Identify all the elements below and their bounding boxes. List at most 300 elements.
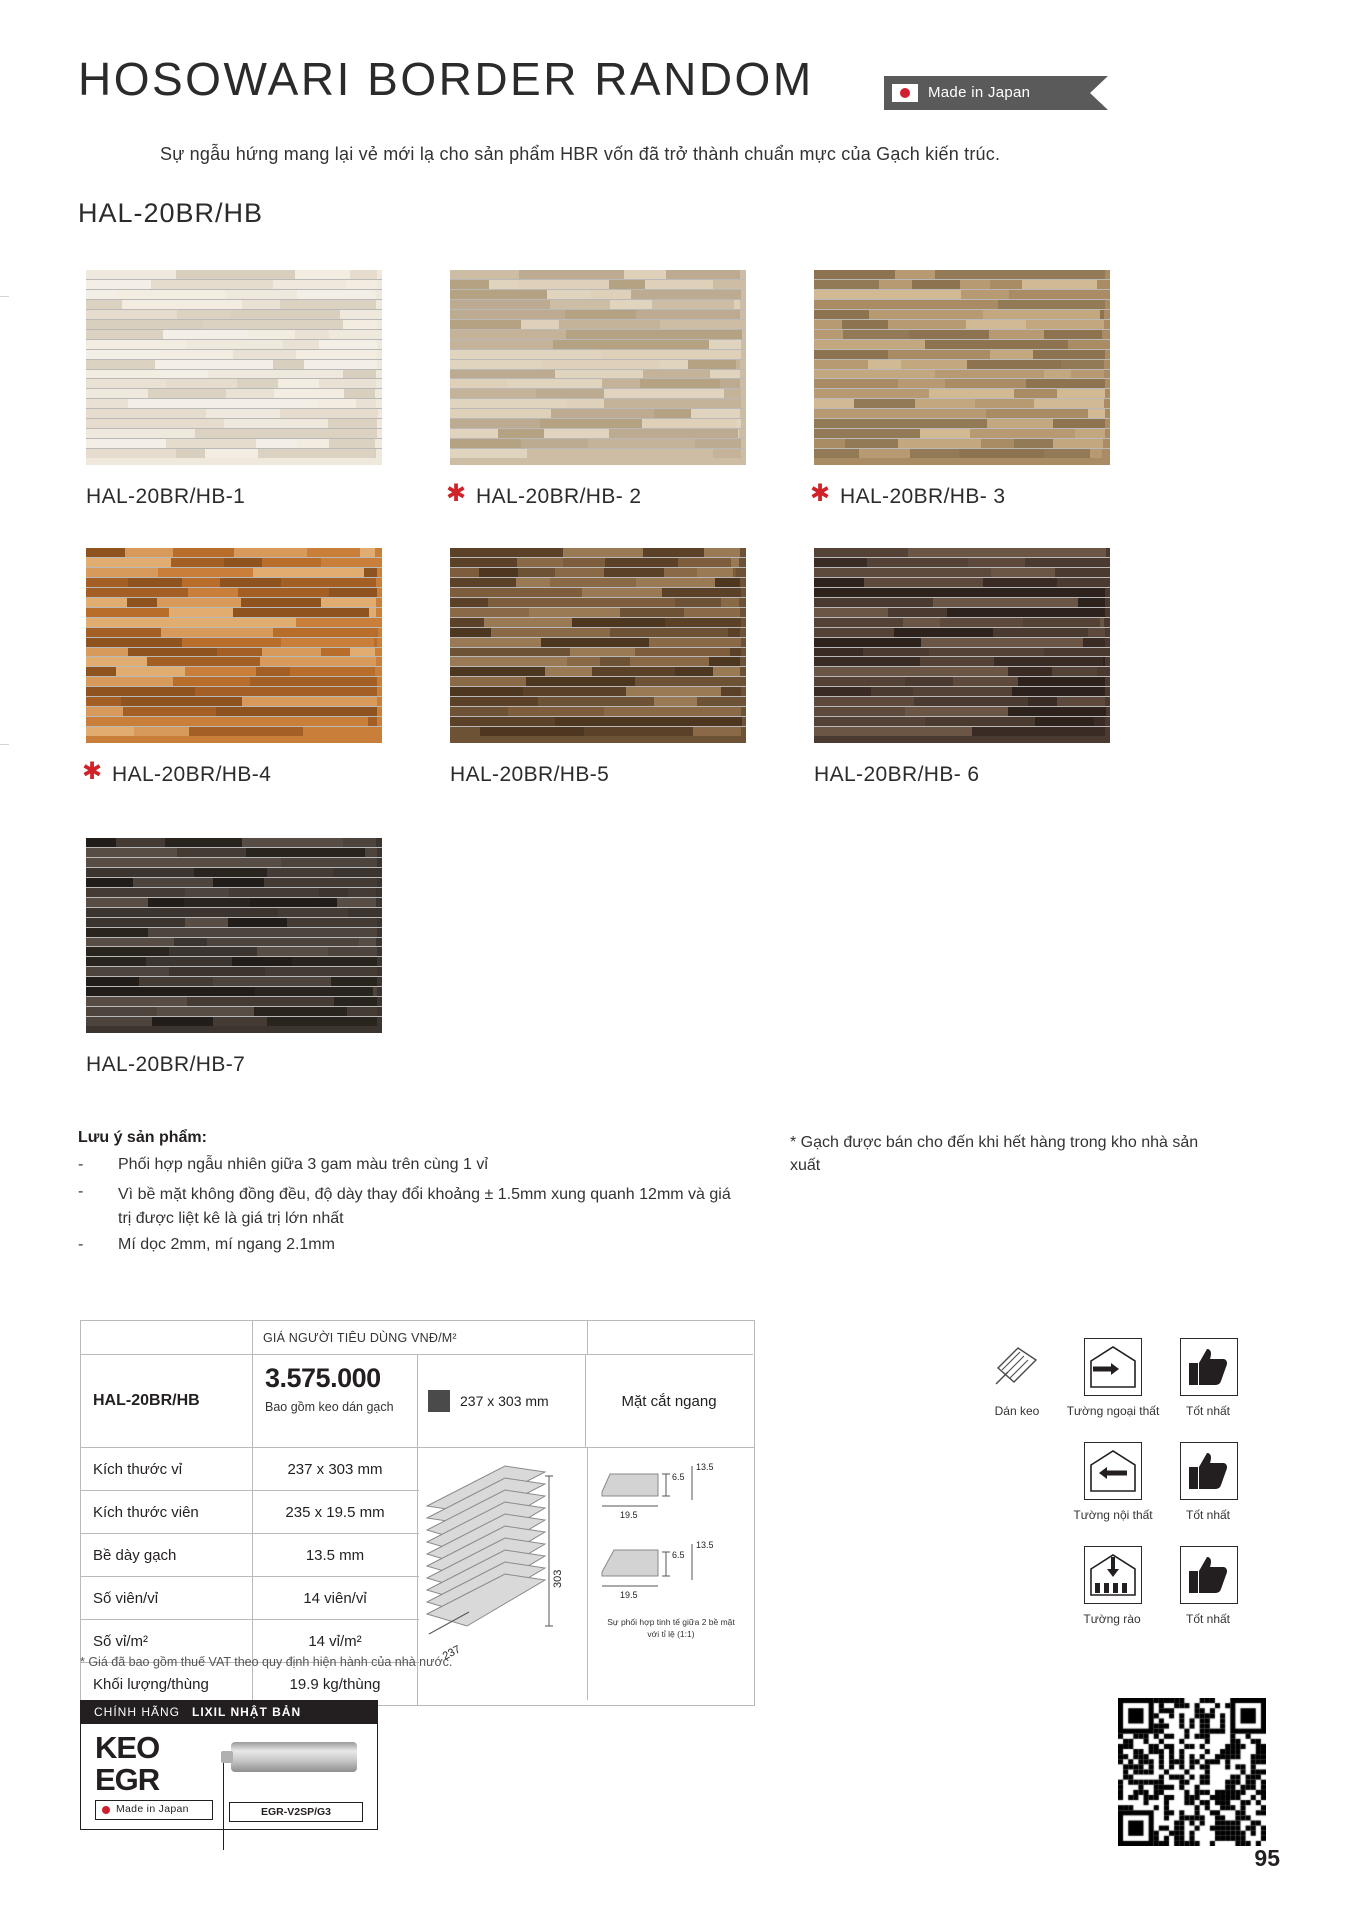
interior-wall-icon xyxy=(1084,1442,1142,1500)
tile-segment xyxy=(814,399,854,408)
tile-strip xyxy=(450,697,746,707)
tile-segment xyxy=(208,657,260,666)
tile-segment xyxy=(86,588,188,597)
tile-strip xyxy=(450,687,746,697)
tile-strip xyxy=(814,280,1110,290)
swatch-image xyxy=(86,548,382,743)
spec-header-empty2 xyxy=(588,1321,753,1355)
tile-segment xyxy=(273,280,346,289)
tile-segment xyxy=(1033,350,1105,359)
tile-strip xyxy=(450,618,746,628)
tile-segment xyxy=(1083,638,1105,647)
tile-segment xyxy=(205,717,302,726)
tile-strip xyxy=(86,558,382,568)
note-bullet: - xyxy=(78,1236,84,1253)
tile-segment xyxy=(157,1007,254,1016)
tile-segment xyxy=(127,858,169,867)
tile-segment xyxy=(493,638,541,647)
tile-segment xyxy=(921,638,994,647)
tile-strip xyxy=(86,439,382,449)
tile-segment xyxy=(905,707,1008,716)
tile-segment xyxy=(318,967,377,976)
tile-segment xyxy=(86,1007,157,1016)
tile-segment xyxy=(716,350,741,359)
tile-segment xyxy=(604,389,725,398)
tile-segment xyxy=(333,868,377,877)
tile-segment xyxy=(450,608,529,617)
tile-segment xyxy=(228,918,287,927)
tile-segment xyxy=(373,987,377,996)
tile-segment xyxy=(450,379,507,388)
tile-segment xyxy=(256,439,297,448)
tile-segment xyxy=(350,270,378,279)
tile-segment xyxy=(213,1017,267,1026)
tile-strip xyxy=(814,270,1110,280)
tile-segment xyxy=(814,290,927,299)
tile-segment xyxy=(879,280,912,289)
tile-segment xyxy=(450,697,538,706)
tile-segment xyxy=(998,300,1031,309)
tile-strip xyxy=(86,568,382,578)
tile-segment xyxy=(450,588,551,597)
tile-segment xyxy=(329,439,375,448)
tile-segment xyxy=(600,657,631,666)
tile-strip xyxy=(450,270,746,280)
tile-segment xyxy=(572,618,665,627)
tile-segment xyxy=(450,648,570,657)
tile-segment xyxy=(182,578,220,587)
tile-segment xyxy=(234,548,307,557)
tile-segment xyxy=(194,439,255,448)
tile-segment xyxy=(230,310,339,319)
tile-segment xyxy=(523,687,627,696)
tile-segment xyxy=(498,310,565,319)
tile-segment xyxy=(450,727,480,736)
tile-segment xyxy=(303,727,377,736)
tile-segment xyxy=(814,618,903,627)
tile-strip xyxy=(450,558,746,568)
tile-segment xyxy=(134,727,188,736)
tile-segment xyxy=(1055,568,1105,577)
tile-segment xyxy=(814,409,892,418)
tile-segment xyxy=(319,379,376,388)
tile-segment xyxy=(304,360,377,369)
tile-segment xyxy=(174,938,208,947)
adhesive-code: EGR-V2SP/G3 xyxy=(229,1802,363,1822)
tile-strip xyxy=(814,379,1110,389)
tile-strip xyxy=(450,578,746,588)
tile-segment xyxy=(697,697,741,706)
tile-segment xyxy=(910,449,959,458)
adhesive-made-in-japan xyxy=(95,1800,213,1820)
tile-segment xyxy=(86,419,130,428)
tile-segment xyxy=(614,370,643,379)
tile-segment xyxy=(203,320,260,329)
tile-strip xyxy=(86,340,382,350)
tile-strip xyxy=(450,727,746,736)
tile-strip xyxy=(86,987,382,997)
tile-strip xyxy=(814,360,1110,370)
tile-segment xyxy=(163,330,249,339)
tile-segment xyxy=(814,280,879,289)
svg-text:13.5: 13.5 xyxy=(696,1462,714,1472)
tile-segment xyxy=(635,677,742,686)
tile-strip xyxy=(450,657,746,667)
tile-segment xyxy=(157,598,240,607)
tile-segment xyxy=(903,618,940,627)
tile-segment xyxy=(238,588,329,597)
tile-strip xyxy=(814,439,1110,449)
swatch-3 xyxy=(810,270,1110,508)
tile-segment xyxy=(343,320,377,329)
tile-segment xyxy=(555,370,614,379)
crop-tick xyxy=(0,744,9,745)
tile-segment xyxy=(484,618,571,627)
tile-strip xyxy=(450,419,746,429)
tile-segment xyxy=(636,310,719,319)
tile-segment xyxy=(346,280,377,289)
tile-segment xyxy=(550,578,636,587)
tile-segment xyxy=(450,419,540,428)
tile-segment xyxy=(660,360,688,369)
tile-strip xyxy=(86,628,382,638)
tile-segment xyxy=(555,717,672,726)
spec-row-label: Bề dày gạch xyxy=(81,1534,253,1576)
tile-strip xyxy=(814,320,1110,330)
tile-segment xyxy=(267,1017,377,1026)
tile-segment xyxy=(321,598,376,607)
tile-segment xyxy=(1022,280,1097,289)
tile-segment xyxy=(654,409,691,418)
tile-segment xyxy=(695,439,741,448)
spec-row-value: 237 x 303 mm xyxy=(253,1448,418,1490)
tile-segment xyxy=(814,449,859,458)
tile-segment xyxy=(86,379,166,388)
tile-segment xyxy=(688,360,736,369)
tile-segment xyxy=(678,558,731,567)
tile-segment xyxy=(340,310,378,319)
tile-segment xyxy=(319,888,347,897)
tile-strip xyxy=(450,409,746,419)
tile-segment xyxy=(604,568,664,577)
svg-text:13.5: 13.5 xyxy=(696,1540,714,1550)
tile-segment xyxy=(610,300,652,309)
tile-segment xyxy=(233,350,296,359)
cross-section-header: Mặt cắt ngang xyxy=(621,1392,717,1410)
tile-segment xyxy=(620,608,684,617)
qr-code[interactable] xyxy=(1118,1698,1266,1846)
tile-segment xyxy=(591,290,632,299)
tile-strip xyxy=(450,429,746,439)
tile-strip xyxy=(814,618,1110,628)
tile-segment xyxy=(986,409,1088,418)
tile-segment xyxy=(328,947,377,956)
tile-segment xyxy=(86,838,116,847)
tile-segment xyxy=(989,330,1044,339)
tile-segment xyxy=(337,928,377,937)
tile-segment xyxy=(264,878,377,887)
tile-segment xyxy=(326,707,377,716)
tile-segment xyxy=(226,290,297,299)
tile-segment xyxy=(241,598,321,607)
tile-segment xyxy=(734,300,740,309)
tile-segment xyxy=(662,588,742,597)
tile-segment xyxy=(348,888,376,897)
spec-row xyxy=(81,1491,419,1534)
tile-segment xyxy=(86,717,205,726)
tile-segment xyxy=(1089,330,1102,339)
tile-segment xyxy=(121,697,242,706)
tile-strip xyxy=(450,290,746,300)
tile-segment xyxy=(909,330,988,339)
tile-segment xyxy=(213,977,332,986)
tile-segment xyxy=(814,677,905,686)
tile-segment xyxy=(709,657,740,666)
tile-segment xyxy=(871,568,990,577)
tile-segment xyxy=(565,310,637,319)
tile-segment xyxy=(519,270,624,279)
tile-segment xyxy=(171,558,223,567)
tile-segment xyxy=(1052,667,1097,676)
tile-segment xyxy=(929,389,1014,398)
tile-strip xyxy=(86,648,382,658)
tile-segment xyxy=(814,370,935,379)
tile-segment xyxy=(194,868,267,877)
tile-strip xyxy=(814,608,1110,618)
tile-segment xyxy=(86,608,169,617)
tile-segment xyxy=(176,449,206,458)
brand-code: HAL-20BR/HB xyxy=(81,1355,253,1447)
tile-segment xyxy=(350,648,375,657)
tile-segment xyxy=(347,1007,378,1016)
crop-tick xyxy=(0,296,9,297)
tile-strip xyxy=(450,300,746,310)
tile-strip xyxy=(814,300,1110,310)
tile-strip xyxy=(86,280,382,290)
tile-segment xyxy=(929,648,1044,657)
tile-segment xyxy=(358,697,377,706)
tile-segment xyxy=(983,310,1099,319)
tile-strip xyxy=(86,429,382,439)
tile-segment xyxy=(450,717,555,726)
tile-segment xyxy=(290,667,325,676)
japan-flag-icon xyxy=(102,1806,110,1814)
tile-segment xyxy=(967,360,1061,369)
tile-strip xyxy=(450,389,746,399)
tile-segment xyxy=(643,370,710,379)
tile-strip xyxy=(450,360,746,370)
tile-segment xyxy=(281,858,377,867)
tile-strip xyxy=(86,300,382,310)
tile-strip xyxy=(86,717,382,727)
tile-segment xyxy=(86,389,148,398)
tile-segment xyxy=(216,707,326,716)
tile-segment xyxy=(86,340,186,349)
tile-segment xyxy=(280,409,378,418)
tile-strip xyxy=(814,548,1110,558)
tile-segment xyxy=(86,687,195,696)
tile-segment xyxy=(117,290,226,299)
tile-segment xyxy=(86,938,174,947)
tile-segment xyxy=(367,300,376,309)
tile-strip xyxy=(86,419,382,429)
tile-segment xyxy=(86,350,160,359)
tile-strip xyxy=(86,370,382,380)
tile-segment xyxy=(736,419,742,428)
tile-segment xyxy=(86,360,155,369)
tile-strip xyxy=(86,290,382,300)
tile-segment xyxy=(227,399,316,408)
tile-segment xyxy=(567,657,600,666)
tile-segment xyxy=(507,379,602,388)
tile-segment xyxy=(373,449,376,458)
tile-strip xyxy=(86,598,382,608)
tile-segment xyxy=(636,578,715,587)
tile-strip xyxy=(814,628,1110,638)
tile-segment xyxy=(169,947,257,956)
tile-segment xyxy=(704,548,740,557)
tile-segment xyxy=(450,618,484,627)
spec-row-label: Kích thước vỉ xyxy=(81,1448,253,1490)
tile-segment xyxy=(610,628,728,637)
tile-strip xyxy=(814,568,1110,578)
thumbs-up-icon xyxy=(1180,1442,1238,1500)
tile-segment xyxy=(1068,340,1106,349)
swatch-label: HAL-20BR/HB-1 xyxy=(86,485,246,508)
tile-segment xyxy=(217,648,261,657)
tile-segment xyxy=(602,379,640,388)
tile-segment xyxy=(559,320,661,329)
swatch-image xyxy=(450,548,746,743)
tile-segment xyxy=(814,379,898,388)
tile-segment xyxy=(814,638,921,647)
tile-segment xyxy=(702,399,741,408)
tile-segment xyxy=(226,389,274,398)
tile-segment xyxy=(731,558,739,567)
tile-segment xyxy=(1097,667,1104,676)
tile-segment xyxy=(925,717,1035,726)
tile-segment xyxy=(86,997,187,1006)
tile-segment xyxy=(814,270,895,279)
tile-segment xyxy=(450,340,553,349)
thumbs-up-icon xyxy=(1180,1546,1238,1604)
tile-segment xyxy=(584,727,693,736)
tile-segment xyxy=(220,578,282,587)
tile-segment xyxy=(86,370,159,379)
tile-segment xyxy=(450,568,479,577)
tile-segment xyxy=(489,280,518,289)
tile-segment xyxy=(206,409,280,418)
spec-header-empty xyxy=(81,1321,253,1355)
tile-segment xyxy=(450,707,508,716)
tile-segment xyxy=(86,957,146,966)
tile-strip xyxy=(814,419,1110,429)
tile-segment xyxy=(450,429,498,438)
tile-segment xyxy=(86,697,121,706)
tile-segment xyxy=(814,419,898,428)
tile-segment xyxy=(972,727,1010,736)
tile-strip xyxy=(814,657,1110,667)
tile-segment xyxy=(814,330,843,339)
tile-segment xyxy=(968,558,1025,567)
tile-segment xyxy=(86,967,169,976)
tile-segment xyxy=(1023,618,1099,627)
tile-segment xyxy=(1071,370,1104,379)
tile-segment xyxy=(961,290,1009,299)
tile-segment xyxy=(626,687,721,696)
tile-segment xyxy=(450,548,487,557)
tile-segment xyxy=(487,548,563,557)
tile-segment xyxy=(713,280,739,289)
spec-row-label: Số vỉ/m² xyxy=(81,1620,253,1662)
tile-segment xyxy=(450,558,517,567)
tile-strip xyxy=(814,350,1110,360)
tile-segment xyxy=(623,409,654,418)
adhesive-bar-right: LIXIL NHẬT BẢN xyxy=(192,1705,302,1719)
tile-segment xyxy=(169,608,234,617)
tile-segment xyxy=(636,598,675,607)
tile-segment xyxy=(86,290,117,299)
tile-segment xyxy=(814,667,891,676)
tile-segment xyxy=(86,618,186,627)
tile-strip xyxy=(86,409,382,419)
tile-segment xyxy=(814,300,880,309)
tile-segment xyxy=(254,1007,346,1016)
adhesive-brand-line2: EGR xyxy=(95,1761,160,1797)
tile-segment xyxy=(177,848,246,857)
tile-segment xyxy=(125,548,173,557)
tile-segment xyxy=(947,608,1064,617)
tile-segment xyxy=(1005,588,1106,597)
tile-strip xyxy=(86,548,382,558)
tile-strip xyxy=(814,310,1110,320)
price-value: 3.575.000 xyxy=(265,1363,381,1393)
tile-segment xyxy=(188,588,238,597)
tile-segment xyxy=(281,578,376,587)
tile-strip xyxy=(86,608,382,618)
tile-segment xyxy=(297,439,330,448)
tile-segment xyxy=(321,558,376,567)
tile-segment xyxy=(566,330,655,339)
tile-segment xyxy=(970,429,1075,438)
tile-segment xyxy=(888,320,965,329)
tile-segment xyxy=(518,280,609,289)
tile-segment xyxy=(814,707,905,716)
tile-segment xyxy=(343,370,376,379)
swatch-4 xyxy=(82,548,382,786)
tile-segment xyxy=(1008,707,1107,716)
tile-segment xyxy=(165,838,242,847)
tile-segment xyxy=(450,290,547,299)
tile-segment xyxy=(1035,717,1094,726)
usage-icon-label: Tường ngoại thất xyxy=(1066,1404,1160,1418)
tile-segment xyxy=(242,300,280,309)
spec-header-row xyxy=(81,1321,754,1355)
tile-segment xyxy=(730,648,741,657)
tile-segment xyxy=(86,858,127,867)
usage-icon-label: Tốt nhất xyxy=(1185,1612,1231,1626)
tile-segment xyxy=(880,300,998,309)
qr-canvas xyxy=(1118,1698,1266,1846)
tile-segment xyxy=(814,558,867,567)
tile-segment xyxy=(86,1017,152,1026)
tile-segment xyxy=(116,838,165,847)
tile-strip xyxy=(450,310,746,320)
note-bullet: - xyxy=(78,1183,84,1200)
tile-strip xyxy=(450,330,746,340)
tile-segment xyxy=(343,838,376,847)
tile-segment xyxy=(927,290,961,299)
